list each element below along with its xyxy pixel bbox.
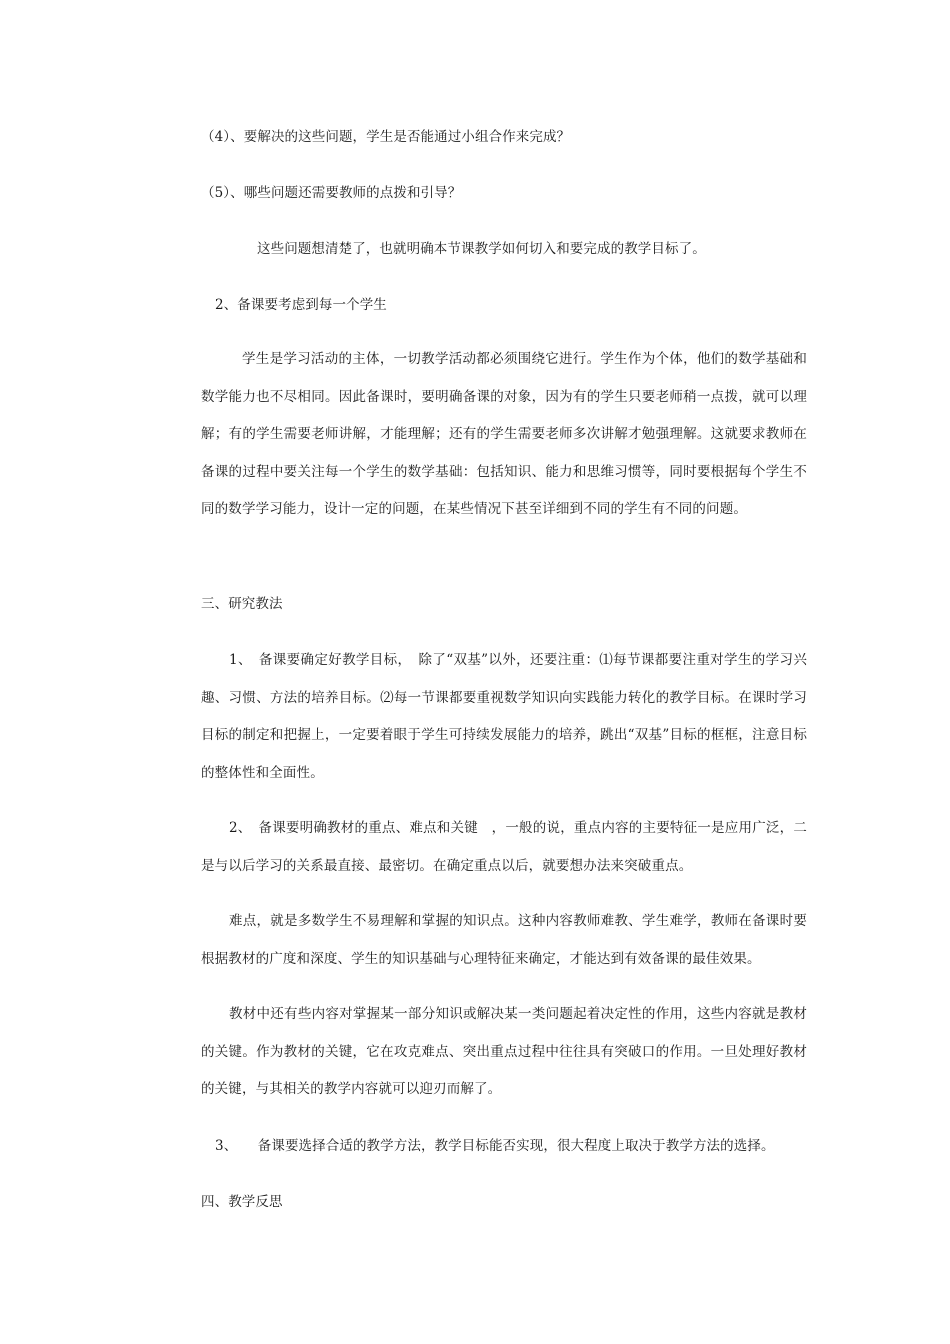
paragraph-teaching-goals-text: 1、 备课要确定好教学目标， 除了“双基”以外，还要注重：⑴每节课都要注重对学生的学习兴趣、习惯、方法的培养目标。⑵每一节课都要重视数学知识向实践能力转化的教学目标。在课时学习目标的制定和把握上，一定要着眼于学生可持续发展能力的培养，跳出“双基”目标的框框，注意目标的整体性和全面性。 [201, 652, 807, 781]
paragraph-key-points [201, 810, 807, 885]
paragraph-key-content [201, 996, 807, 1109]
summary-line: 这些问题想清楚了，也就明确本节课教学如何切入和要完成的教学目标了。 [257, 241, 706, 257]
paragraph-students-text: 学生是学习活动的主体，一切教学活动都必须围绕它进行。学生作为个体，他们的数学基础和数学能力也不尽相同。因此备课时，要明确备课的对象，因为有的学生只要老师稍一点拨，就可以理解；有的学生需要老师讲解，才能理解；还有的学生需要老师多次讲解才勉强理解。这就要求教师在备课的过程中要关注每一个学生的数学基础：包括知识、能力和思维习惯等，同时要根据每个学生不同的数学学习能力，设计一定的问题，在某些情况下甚至详细到不同的学生有不同的问题。 [201, 351, 807, 517]
question-5: （5）、哪些问题还需要教师的点拨和引导？ [201, 185, 462, 201]
paragraph-students [201, 341, 807, 529]
question-4: （4）、要解决的这些问题，学生是否能通过小组合作来完成？ [201, 129, 571, 145]
paragraph-teaching-goals [201, 642, 807, 792]
heading-consider-every-student: 2、备课要考虑到每一个学生 [215, 297, 387, 313]
paragraph-difficulties-text: 难点，就是多数学生不易理解和掌握的知识点。这种内容教师难教、学生难学，教师在备课时要根据教材的广度和深度、学生的知识基础与心理特征来确定，才能达到有效备课的最佳效果。 [201, 913, 807, 967]
paragraph-difficulties [201, 903, 807, 978]
paragraph-teaching-methods: 3、 备课要选择合适的教学方法，教学目标能否实现，很大程度上取决于教学方法的选择。 [215, 1138, 775, 1154]
section-heading-teaching-reflection: 四、教学反思 [201, 1194, 283, 1210]
section-heading-research-methods: 三、研究教法 [201, 596, 283, 612]
paragraph-key-points-text: 2、 备课要明确教材的重点、难点和关键 ，一般的说，重点内容的主要特征一是应用广泛，二是与以后学习的关系最直接、最密切。在确定重点以后，就要想办法来突破重点。 [201, 820, 807, 874]
paragraph-key-content-text: 教材中还有些内容对掌握某一部分知识或解决某一类问题起着决定性的作用，这些内容就是教材的关键。作为教材的关键，它在攻克难点、突出重点过程中往往具有突破口的作用。一旦处理好教材的关键，与其相关的教学内容就可以迎刃而解了。 [201, 1006, 807, 1097]
